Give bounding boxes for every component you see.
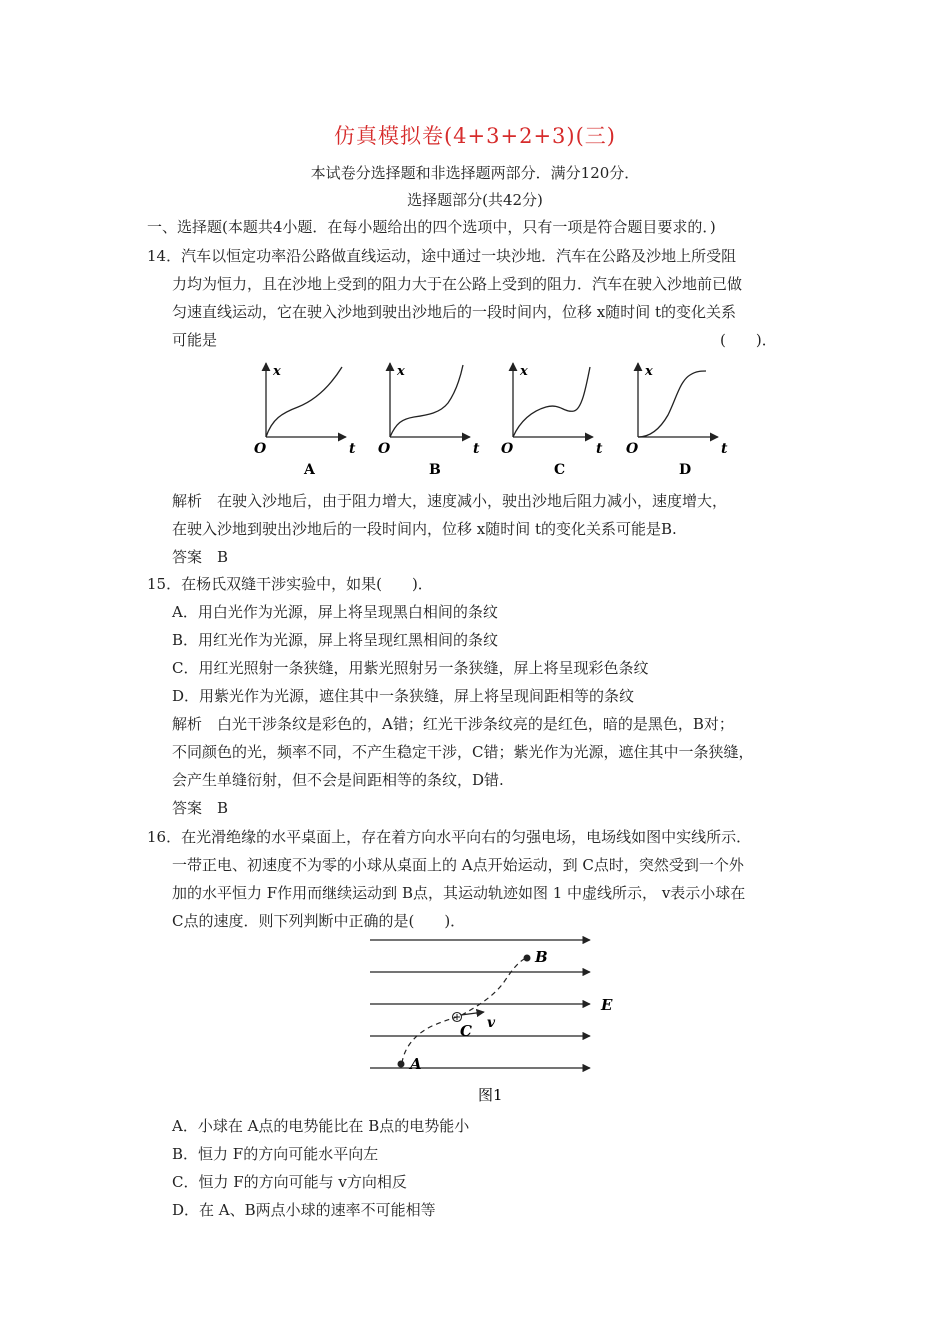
- q14-analysis-2: 在驶入沙地到驶出沙地后的一段时间内，位移 x随时间 t的变化关系可能是B.: [172, 520, 677, 538]
- q15-stem: 15．在杨氏双缝干涉实验中，如果( )．: [147, 575, 433, 593]
- q16-line-1: 16．在光滑绝缘的水平桌面上，存在着方向水平向右的匀强电场，电场线如图中实线所示．: [147, 828, 752, 846]
- graph-a-x-label: t: [349, 441, 356, 457]
- point-a-dot: [398, 1061, 405, 1068]
- graph-c: [501, 363, 603, 478]
- point-c-label: C: [460, 1022, 472, 1040]
- q14-answer: 答案 B: [172, 548, 229, 566]
- graph-c-x-label: t: [596, 441, 603, 457]
- q16-option-a: A．小球在 A点的电势能比在 B点的电势能小: [172, 1117, 470, 1135]
- graph-d-x-label: t: [721, 441, 728, 457]
- q16-line-3: 加的水平恒力 F作用而继续运动到 B点，其运动轨迹如图 1 中虚线所示， v表示小球在: [172, 884, 746, 902]
- trajectory: [402, 958, 526, 1063]
- q14-line-2: 力均为恒力，且在沙地上受到的阻力大于在公路上受到的阻力．汽车在驶入沙地前已做: [172, 275, 743, 293]
- graph-b-origin: O: [378, 441, 391, 457]
- graph-c-label: C: [554, 462, 566, 478]
- q15-analysis-1: 解析 白光干涉条纹是彩色的，A错；红光干涉条纹亮的是红色，暗的是黑色，B对；: [172, 715, 734, 733]
- q16-line-4: C点的速度．则下列判断中正确的是( )．: [172, 912, 466, 930]
- q15-option-a: A．用白光作为光源，屏上将呈现黑白相间的条纹: [172, 603, 498, 621]
- q14-answer-blank: ( )．: [720, 331, 777, 349]
- graph-b: [378, 363, 480, 478]
- page-title: 仿真模拟卷(4+3+2+3)(三): [333, 124, 616, 148]
- q14-analysis-1: 解析 在驶入沙地后，由于阻力增大，速度减小，驶出沙地后阻力减小，速度增大，: [172, 492, 728, 510]
- q15-option-d: D．用紫光作为光源，遮住其中一条狭缝，屏上将呈现间距相等的条纹: [172, 687, 635, 705]
- q14-graphs: [0, 355, 950, 485]
- q16-option-b: B．恒力 F的方向可能水平向左: [172, 1145, 379, 1163]
- q14-line-3: 匀速直线运动，它在驶入沙地到驶出沙地后的一段时间内，位移 x随时间 t的变化关系: [172, 303, 737, 321]
- graph-a: [254, 363, 356, 478]
- graph-b-x-label: t: [473, 441, 480, 457]
- q16-line-2: 一带正电、初速度不为零的小球从桌面上的 A点开始运动，到 C点时，突然受到一个外: [172, 856, 744, 874]
- exam-subtitle: 本试卷分选择题和非选择题两部分．满分120分．: [310, 164, 640, 182]
- graph-d-y-label: x: [645, 364, 653, 379]
- q15-answer: 答案 B: [172, 799, 229, 817]
- graph-d-label: D: [679, 462, 692, 478]
- q15-analysis-3: 会产生单缝衍射，但不会是间距相等的条纹，D错.: [172, 771, 504, 789]
- figure-caption: 图1: [478, 1086, 503, 1104]
- field-label: E: [601, 996, 613, 1014]
- q16-option-d: D．在 A、B两点小球的速率不可能相等: [172, 1201, 436, 1219]
- point-b-dot: [524, 955, 531, 962]
- graph-b-y-label: x: [397, 364, 405, 379]
- graph-c-origin: O: [501, 441, 514, 457]
- q15-option-c: C．用红光照射一条狭缝，用紫光照射另一条狭缝，屏上将呈现彩色条纹: [172, 659, 649, 677]
- graph-d: [626, 363, 728, 478]
- q14-line-4: 可能是: [172, 331, 218, 349]
- section-title: 选择题部分(共42分): [407, 191, 543, 209]
- q15-analysis-2: 不同颜色的光，频率不同，不产生稳定干涉，C错；紫光作为光源，遮住其中一条狭缝，: [172, 743, 754, 761]
- graph-d-curve: [638, 371, 706, 437]
- graph-d-origin: O: [626, 441, 639, 457]
- part-header: 一、选择题(本题共4小题．在每小题给出的四个选项中，只有一项是符合题目要求的．): [147, 218, 716, 236]
- graph-b-label: B: [429, 462, 441, 478]
- q15-option-b: B．用红光作为光源，屏上将呈现红黑相间的条纹: [172, 631, 499, 649]
- point-a-label: A: [410, 1055, 422, 1073]
- graph-a-y-label: x: [273, 364, 281, 379]
- velocity-label: v: [487, 1015, 496, 1031]
- graph-a-label: A: [304, 462, 315, 478]
- q16-figure: [0, 930, 950, 1105]
- q16-option-c: C．恒力 F的方向可能与 v方向相反: [172, 1173, 407, 1191]
- point-b-label: B: [535, 948, 548, 966]
- q14-line-1: 14．汽车以恒定功率沿公路做直线运动，途中通过一块沙地．汽车在公路及沙地上所受阻: [147, 247, 737, 265]
- graph-c-y-label: x: [520, 364, 528, 379]
- graph-a-origin: O: [254, 441, 267, 457]
